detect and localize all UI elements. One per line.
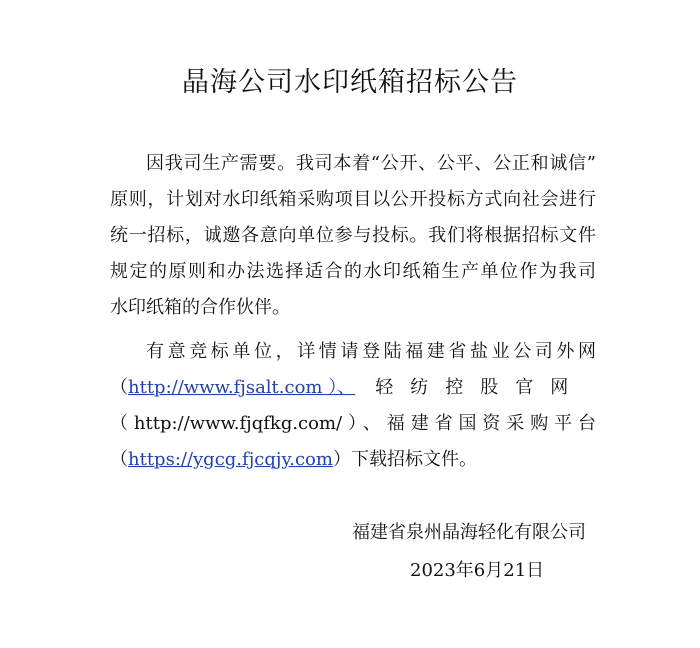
- paren-open: （: [110, 377, 128, 398]
- body-line-2: 原则，计划对水印纸箱采购项目以公开投标方式向社会进行: [110, 189, 596, 210]
- body-line-6: 有意竞标单位，详情请登陆福建省盐业公司外网: [146, 341, 596, 362]
- ygcg-link[interactable]: https://ygcg.fjcqjy.com: [128, 449, 333, 470]
- paren-open-2: （: [110, 449, 128, 470]
- download-text: ）下载招标文件。: [332, 449, 477, 470]
- body-line-4: 规定的原则和办法选择适合的水印纸箱生产单位作为我司: [110, 261, 596, 282]
- body-line-1: 因我司生产需要。我司本着“公开、公平、公正和诚信”: [146, 153, 596, 174]
- body-line-9: [110, 442, 596, 478]
- body-line-7: [110, 370, 596, 406]
- body-line-5: 水印纸箱的合作伙伴。: [110, 297, 290, 318]
- qfkg-label: 轻纺控股官网: [375, 377, 586, 398]
- notice-title: 晶海公司水印纸箱招标公告: [182, 67, 518, 98]
- fjsalt-link[interactable]: http://www.fjsalt.com ）、: [128, 377, 356, 398]
- signature-date: 2023年6月21日: [410, 560, 545, 581]
- company-signature: 福建省泉州晶海轻化有限公司: [352, 522, 586, 543]
- body-line-8: （http://www.fjqfkg.com/）、福建省国资采购平台: [110, 413, 596, 434]
- body-line-3: 统一招标，诚邀各意向单位参与投标。我们将根据招标文件: [110, 225, 596, 246]
